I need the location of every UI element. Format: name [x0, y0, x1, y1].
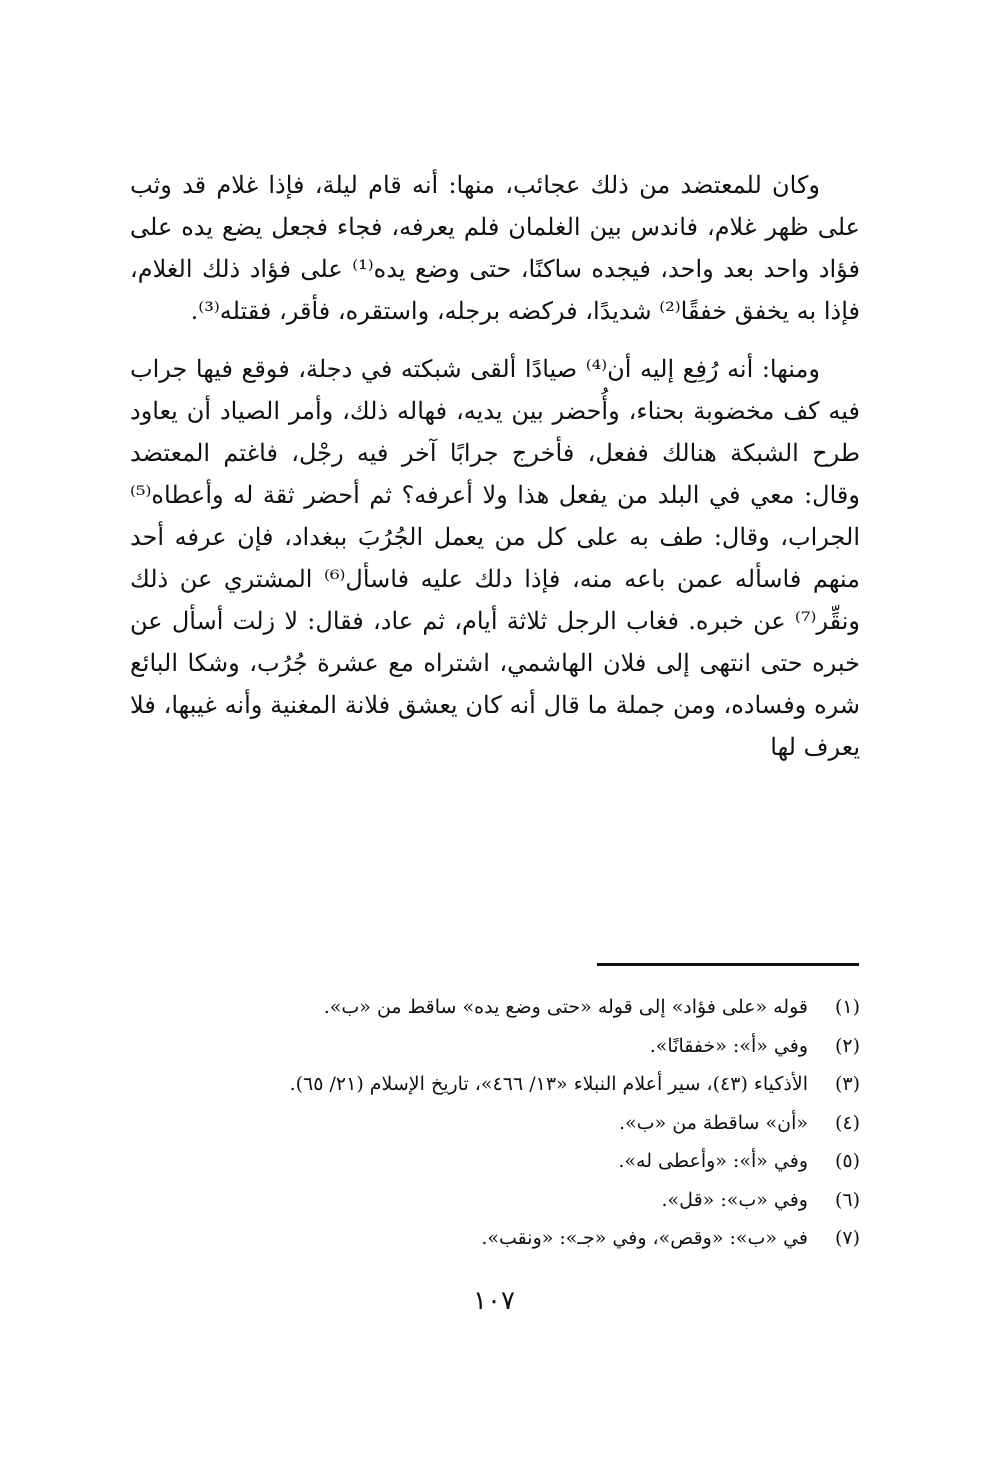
- footnote-number: (٣): [834, 1073, 860, 1095]
- footnote-text: وفي «أ»: «وأعطى له».: [618, 1150, 808, 1172]
- footnote-number: (١): [834, 996, 860, 1018]
- footnotes: [130, 988, 860, 1258]
- footnote-text: «أن» ساقطة من «ب».: [619, 1111, 808, 1134]
- footnote-text: قوله «على فؤاد» إلى قوله «حتى وضع يده» ساقط من «ب».: [323, 996, 808, 1018]
- footnote-2: [130, 1027, 860, 1066]
- footnote-5: [130, 1142, 860, 1181]
- footnote-number: (٧): [834, 1227, 860, 1249]
- footnote-number: (٥): [834, 1150, 860, 1172]
- footnote-separator: [597, 963, 859, 966]
- page-number: ١٠٧: [473, 1286, 515, 1316]
- footnote-text: في «ب»: «وقص»، وفي «جـ»: «ونقب».: [481, 1227, 808, 1249]
- footnote-4: [130, 1104, 860, 1143]
- footnote-6: [130, 1181, 860, 1220]
- footnote-7: [130, 1219, 860, 1258]
- footnote-1: [130, 988, 860, 1027]
- paragraph-1: وكان للمعتضد من ذلك عجائب، منها: أنه قام ليلة، فإذا غلام قد وثب على ظهر غلام، فاندس بين الغلمان فلم يعرفه، فجاء فجعل يضع يده على فؤاد واحد بعد واحد، فيجده ساكنًا، حتى وضع يده⁽¹⁾ على فؤاد ذلك الغلام، فإذا به يخفق خفقًا⁽²⁾ شديدًا، فركضه برجله، واستقره، فأقر، فقتله⁽³⁾.: [130, 171, 860, 325]
- footnote-text: الأذكياء (٤٣)، سير أعلام النبلاء «١٣/ ٤٦٦»، تاريخ الإسلام (٢١/ ٦٥).: [289, 1073, 808, 1095]
- footnote-number: (٦): [834, 1188, 860, 1211]
- main-text: [130, 164, 860, 768]
- footnote-text: وفي «ب»: «قل».: [661, 1188, 808, 1211]
- footnote-number: (٤): [834, 1111, 860, 1134]
- footnote-number: (٢): [834, 1034, 860, 1057]
- footnote-3: [130, 1065, 860, 1104]
- paragraph-2: ومنها: أنه رُفِع إليه أن⁽⁴⁾ صيادًا ألقى شبكته في دجلة، فوقع فيها جراب فيه كف مخضوبة بحناء، وأُحضر بين يديه، فهاله ذلك، وأمر الصياد أن يعاود طرح الشبكة هنالك ففعل، فأخرج جرابًا آخر فيه رجْل، فاغتم المعتضد وقال: معي في البلد من يفعل هذا ولا أعرفه؟ ثم أحضر ثقة له وأعطاه⁽⁵⁾ الجراب، وقال: طف به على كل من يعمل الجُرُبَ ببغداد، فإن عرفه أحد منهم فاسأله عمن باعه منه، فإذا دلك عليه فاسأل⁽⁶⁾ المشتري عن ذلك ونقِّر⁽⁷⁾ عن خبره. فغاب الرجل ثلاثة أيام، ثم عاد، فقال: لا زلت أسأل عن خبره حتى انتهى إلى فلان الهاشمي، اشتراه مع عشرة جُرُب، وشكا البائع شره وفساده، ومن جملة ما قال أنه كان يعشق فلانة المغنية وأنه غيبها، فلا يعرف لها: [130, 355, 860, 761]
- footnote-text: وفي «أ»: «خفقانًا».: [649, 1034, 808, 1057]
